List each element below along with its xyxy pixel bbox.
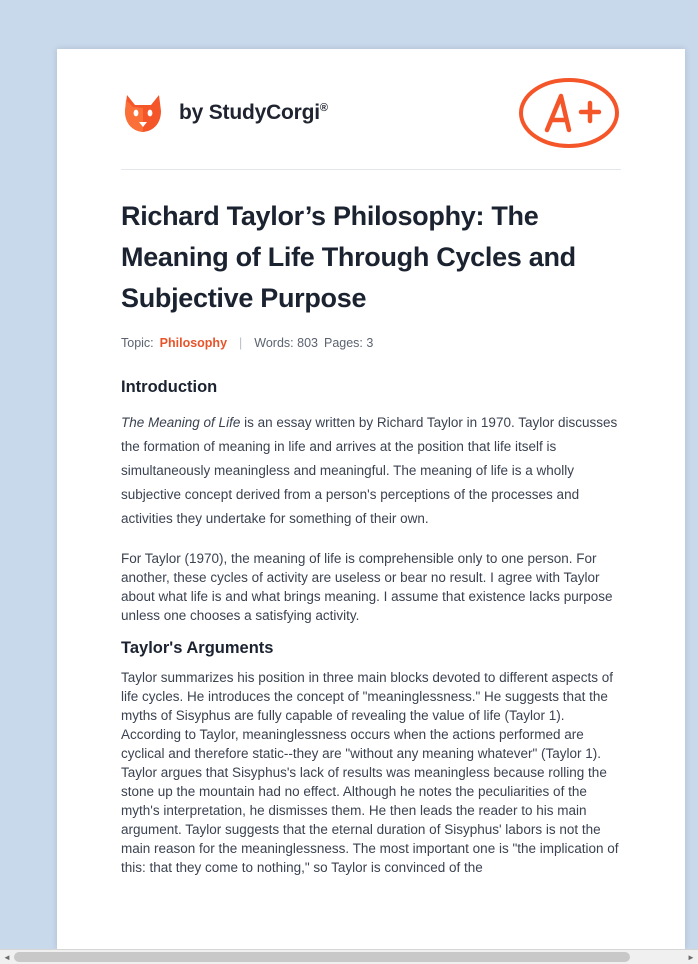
document-meta (121, 336, 621, 350)
registered-mark: ® (319, 102, 328, 114)
scroll-right-arrow-icon[interactable]: ► (684, 950, 698, 964)
header-divider (121, 169, 621, 170)
brand[interactable] (121, 91, 328, 135)
section-heading-taylors-arguments: Taylor's Arguments (121, 639, 274, 657)
scroll-left-arrow-icon[interactable]: ◄ (0, 950, 14, 964)
document-header (121, 49, 621, 169)
brand-title: StudyCorgi (208, 101, 320, 124)
horizontal-scrollbar[interactable] (0, 949, 698, 964)
scrollbar-thumb[interactable] (14, 952, 630, 962)
brand-prefix: by (179, 101, 209, 124)
paragraph-intro-1 (121, 411, 621, 531)
paragraph-intro-1-text: is an essay written by Richard Taylor in 1970. Taylor discusses the formation of meaning in life and arrives at the position that life itself is simultaneously meaningless and meaningful. The meaning of life is a wholly subjective concept derived from a person's perceptions of the processes and activities they undertake for something of their own. (121, 415, 618, 526)
page-title: Richard Taylor’s Philosophy: The Meaning of Life Through Cycles and Subjective Purpose (121, 201, 576, 313)
document-page (57, 49, 685, 949)
topic-label: Topic: (121, 336, 154, 350)
brand-name (179, 101, 328, 125)
word-count: Words: 803 (254, 336, 318, 350)
essay-title-italic: The Meaning of Life (121, 415, 241, 430)
page-count: Pages: 3 (323, 336, 374, 350)
a-plus-grade-icon (517, 76, 621, 150)
section-heading-introduction: Introduction (121, 378, 218, 396)
page-content (57, 49, 685, 877)
fox-head-icon (121, 91, 165, 135)
topic-link[interactable]: Philosophy (159, 336, 228, 350)
scrollbar-track[interactable] (14, 950, 684, 964)
meta-separator: | (239, 336, 243, 350)
paragraph-arguments-1: Taylor summarizes his position in three main blocks devoted to different aspects of life cycles. He introduces the concept of "meaninglessness." He suggests that the myths of Sisyphus are fully capable of revealing the value of life (Taylor 1). According to Taylor, meaninglessness occurs when the actions performed are cyclical and therefore static--they are "without any meaning whatever" (Taylor 1). Taylor argues that Sisyphus's lack of results was meaningless because rolling the stone up the mountain had no effect. Although he notes the peculiarities of the myth's interpretation, he dismisses them. He then leads the reader to his main argument. Taylor suggests that the eternal duration of Sisyphus' labors is not the main reason for the meaninglessness. The most important one is "the implication of this: that they come to nothing," so Taylor is convinced of the (121, 670, 619, 875)
paragraph-intro-2: For Taylor (1970), the meaning of life is comprehensible only to one person. For another, these cycles of activity are useless or bear no result. I agree with Taylor about what life is and what brings meaning. I assume that existence lacks purpose unless one chooses a satisfying activity. (121, 551, 613, 623)
